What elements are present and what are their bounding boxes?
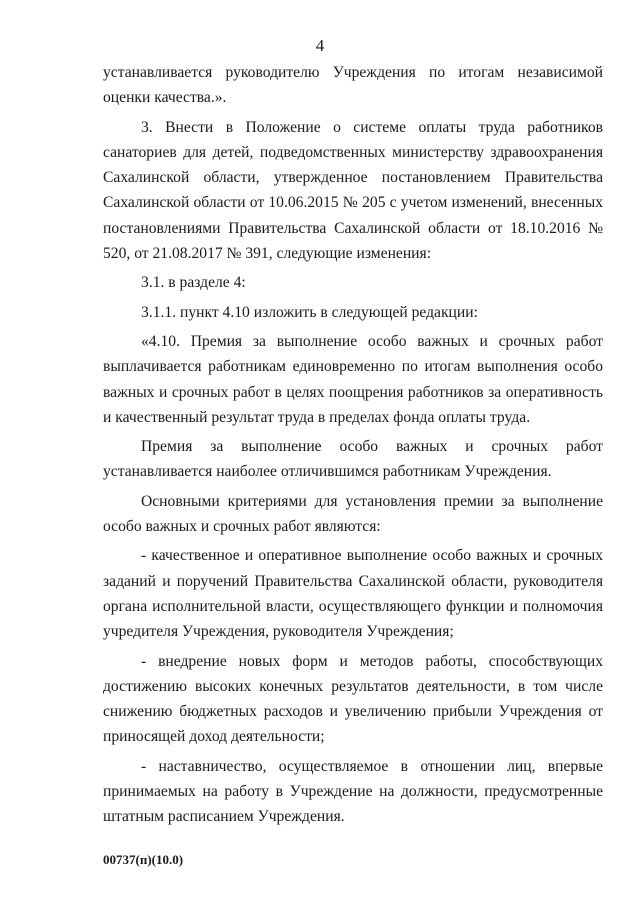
paragraph-criteria-intro: Основными критериями для установления премии за выполнение особо важных и срочных работ являются:: [103, 492, 603, 536]
paragraph-item-3-1-1: 3.1.1. пункт 4.10 изложить в следующей редакции:: [141, 303, 478, 321]
paragraph-clause-4-10: «4.10. Премия за выполнение особо важных и срочных работ выплачивается работникам единовременно по итогам выполнения особо важных и срочных работ в целях поощрения работников за оперативность и качественный результат труда в пределах фонда оплаты труда.: [103, 332, 603, 426]
paragraph-premium-award: Премия за выполнение особо важных и срочных работ устанавливается наиболее отличившимся работникам Учреждения.: [103, 438, 603, 481]
document-code: 00737(п)(10.0): [103, 852, 184, 867]
document-body: [103, 60, 603, 834]
list-item-criterion-1: - качественное и оперативное выполнение особо важных и срочных заданий и поручений Правительства Сахалинской области, руководителя органа исполнительной власти, осуществляющего функции и полномочия учредителя Учреждения, руководителя Учреждения;: [103, 547, 603, 641]
paragraph-continuation: устанавливается руководителю Учреждения по итогам независимой оценки качества.».: [103, 64, 603, 107]
paragraph-item-3-1: 3.1. в разделе 4:: [141, 274, 246, 292]
paragraph-item-3: 3. Внести в Положение о системе оплаты труда работников санаториев для детей, подведомственных министерству здравоохранения Сахалинской области, утвержденное постановлением Правительства Сахалинской области от 10.06.2015 № 205 с учетом изменений, внесенных постановлениями Правительства Сахалинской области от 18.10.2016 № 520, от 21.08.2017 № 391, следующие изменения:: [103, 118, 603, 263]
page-number: 4: [315, 36, 325, 55]
list-item-criterion-2: - внедрение новых форм и методов работы, способствующих достижению высоких конечных результатов деятельности, в том числе снижению бюджетных расходов и увеличению прибыли Учреждения от приносящей доход деятельности;: [103, 652, 603, 746]
list-item-criterion-3: - наставничество, осуществляемое в отношении лиц, впервые принимаемых на работу в Учреждение на должности, предусмотренные штатным расписанием Учреждения.: [103, 757, 603, 826]
